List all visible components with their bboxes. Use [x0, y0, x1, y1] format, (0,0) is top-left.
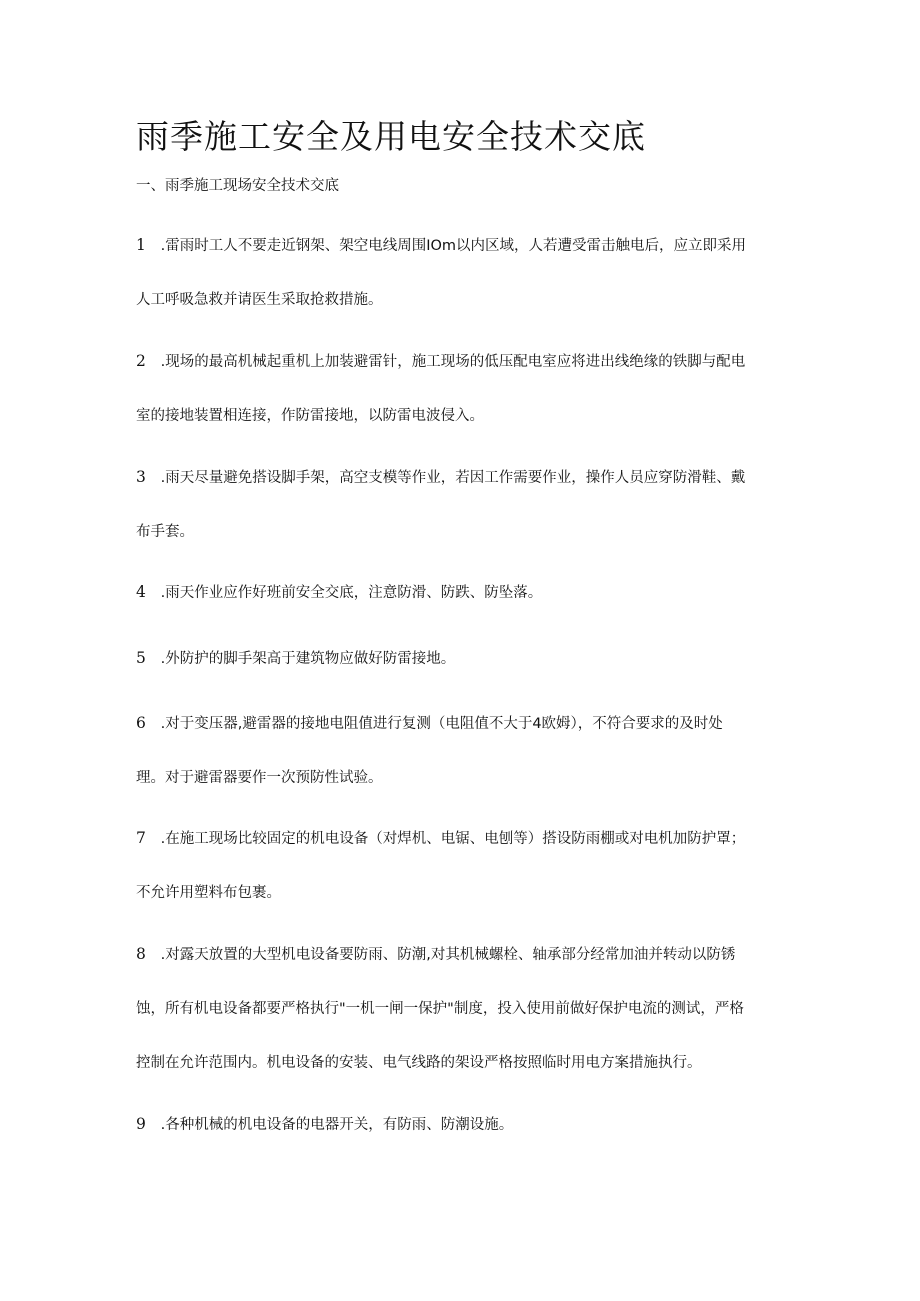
- list-item-line: [136, 811, 796, 866]
- list-item-5: [136, 631, 796, 686]
- item-number: 4: [136, 583, 146, 601]
- item-text: .雷雨时工人不要走近钢架、架空电线周围IOm以内区域，人若遭受雷击触电后，应立即采用: [156, 238, 747, 254]
- list-item-line: [136, 450, 796, 505]
- item-number: 3: [136, 468, 146, 486]
- item-text: .现场的最高机械起重机上加装避雷针，施工现场的低压配电室应将进出线绝缘的铁脚与配电: [156, 354, 746, 370]
- list-item-6: [136, 696, 796, 805]
- list-item-4: [136, 565, 796, 620]
- list-item-line: [136, 334, 796, 389]
- item-text: 蚀，所有机电设备都要严格执行"一机一闸一保护"制度，投入使用前做好保护电流的测试，严格: [136, 1001, 744, 1017]
- list-item-line: [136, 218, 796, 273]
- item-text: 理。对于避雷器要作一次预防性试验。: [136, 770, 383, 786]
- list-item-1: [136, 218, 796, 327]
- list-item-line: [136, 696, 796, 751]
- item-number: 5: [136, 649, 146, 667]
- item-number: 7: [136, 829, 146, 847]
- item-text: 室的接地装置相连接，作防雷接地，以防雷电波侵入。: [136, 408, 484, 424]
- list-item-8: [136, 927, 796, 1090]
- list-item-line: [136, 565, 796, 620]
- item-text: 布手套。: [136, 524, 194, 540]
- list-item-9: [136, 1097, 796, 1152]
- item-text: 人工呼吸急救并请医生采取抢救措施。: [136, 292, 383, 308]
- list-item-line: [136, 927, 796, 982]
- item-text: 控制在允许范围内。机电设备的安装、电气线路的架设严格按照临时用电方案措施执行。: [136, 1055, 702, 1071]
- list-item-line: [136, 1097, 796, 1152]
- item-number: 9: [136, 1115, 146, 1133]
- item-text: .雨天尽量避免搭设脚手架，高空支模等作业，若因工作需要作业，操作人员应穿防滑鞋、戴: [156, 470, 746, 486]
- item-text: .对露天放置的大型机电设备要防雨、防潮,对其机械螺栓、轴承部分经常加油并转动以防锈: [156, 947, 736, 963]
- item-text: .雨天作业应作好班前安全交底，注意防滑、防跌、防坠落。: [156, 585, 543, 601]
- document-title: 雨季施工安全及用电安全技术交底: [136, 117, 646, 156]
- section-heading: 一、雨季施工现场安全技术交底: [136, 178, 339, 194]
- item-text: .对于变压器,避雷器的接地电阻值进行复测（电阻值不大于4欧姆），不符合要求的及时处: [156, 716, 723, 732]
- item-number: 6: [136, 714, 146, 732]
- item-text: .在施工现场比较固定的机电设备（对焊机、电锯、电刨等）搭设防雨棚或对电机加防护罩；: [156, 831, 746, 847]
- item-text: 不允许用塑料布包裹。: [136, 885, 281, 901]
- item-number: 1: [136, 236, 146, 254]
- item-number: 2: [136, 352, 146, 370]
- item-number: 8: [136, 945, 146, 963]
- item-text: .各种机械的机电设备的电器开关，有防雨、防潮设施。: [156, 1117, 514, 1133]
- list-item-3: [136, 450, 796, 559]
- list-item-2: [136, 334, 796, 443]
- list-item-7: [136, 811, 796, 920]
- item-text: .外防护的脚手架高于建筑物应做好防雷接地。: [156, 651, 456, 667]
- list-item-line: [136, 631, 796, 686]
